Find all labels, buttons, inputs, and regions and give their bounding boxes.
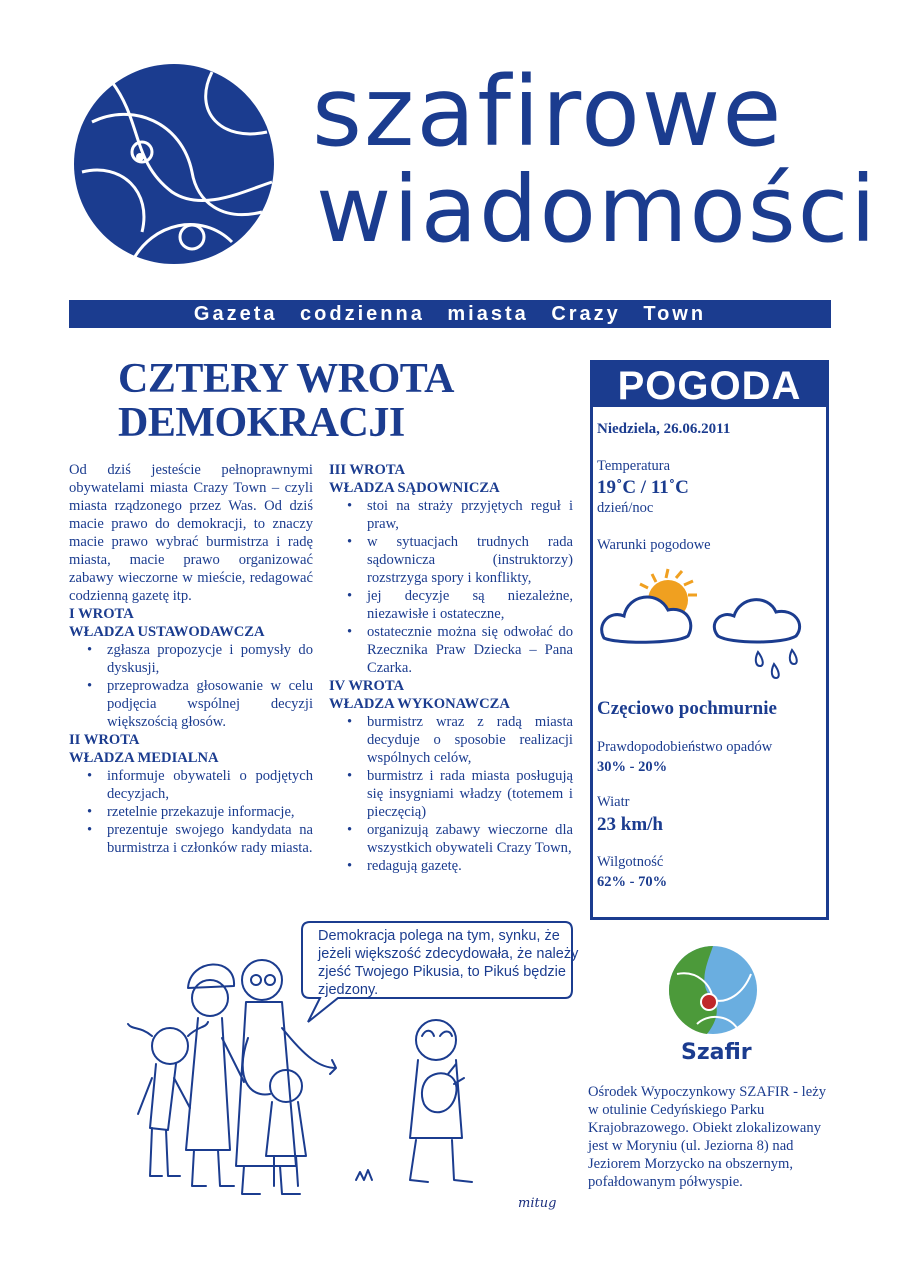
list-item: • ostatecznie można się odwołać do Rzecznika Praw Dziecka – Pana Czarka. [367, 623, 573, 677]
szafir-logo-icon [667, 944, 759, 1036]
szafir-name: Szafir [681, 1040, 752, 1065]
section-list [69, 767, 313, 857]
article-intro: Od dziś jesteście pełnoprawnymi obywatelami miasta Crazy Town – czyli miasta rządzonego przez Was. Od dziś macie prawo do demokracji, to znaczy macie prawo wybrać burmistrza i radę miasta, macie prawo organizować zabawy wieczorne w mieście, redagować codzienną gazetę itp. [69, 462, 313, 604]
headline-line1: CZTERY WROTA [118, 356, 454, 402]
temperature-value: 19˚C / 11˚C [597, 477, 689, 498]
section-name: WŁADZA MEDIALNA [69, 750, 219, 766]
list-item: • przeprowadza głosowanie w celu podjęcia wspólnej decyzji większością głosów. [107, 677, 313, 731]
list-item: • redagują gazetę. [367, 857, 573, 875]
list-item: • jej decyzje są niezależne, niezawisłe i ostateczne, [367, 587, 573, 623]
list-item: • stoi na straży przyjętych reguł i praw, [367, 497, 573, 533]
section-gate: IV WROTA [329, 678, 405, 694]
newspaper-logo-icon [72, 62, 276, 266]
list-item: • rzetelnie przekazuje informacje, [107, 803, 313, 821]
section-list [329, 713, 573, 875]
wind-value: 23 km/h [597, 814, 663, 835]
section-list [69, 641, 313, 731]
article-headline [118, 357, 568, 445]
speech-bubble-text: Demokracja polega na tym, synku, że jeżeli większość zdecydowała, że należy zjeść Twojego Pikusia, to Pikuś będzie zjedzony. [318, 928, 579, 998]
artist-signature: mitug [518, 1196, 557, 1211]
weather-title: POGODA [593, 363, 826, 407]
precipitation-label: Prawdopodobieństwo opadów [597, 739, 773, 755]
masthead-banner: Gazeta codzienna miasta Crazy Town [69, 300, 831, 328]
article-column-middle [329, 461, 573, 875]
headline-line2: DEMOKRACJI [118, 400, 405, 446]
article-column-left [69, 461, 313, 857]
section-name: WŁADZA WYKONAWCZA [329, 696, 510, 712]
list-item: • zgłasza propozycje i pomysły do dyskusji, [107, 641, 313, 677]
masthead-title-line2: wiadomości [316, 156, 878, 263]
list-item: • burmistrz wraz z radą miasta decyduje o sposobie realizacji wspólnych celów, [367, 713, 573, 767]
list-item: • organizują zabawy wieczorne dla wszystkich obywateli Crazy Town, [367, 821, 573, 857]
wind-label: Wiatr [597, 794, 630, 810]
humidity-value: 62% - 70% [597, 874, 668, 890]
partly-cloudy-icon [602, 569, 697, 642]
conditions-label: Warunki pogodowe [597, 537, 711, 553]
list-item: • prezentuje swojego kandydata na burmistrza i członków rady miasta. [107, 821, 313, 857]
section-name: WŁADZA USTAWODAWCZA [69, 624, 265, 640]
section-gate: I WROTA [69, 606, 134, 622]
weather-icons [596, 566, 821, 691]
section-list [329, 497, 573, 677]
humidity-label: Wilgotność [597, 854, 664, 870]
conditions-value: Częciowo pochmurnie [597, 698, 777, 719]
list-item: • w sytuacjach trudnych rada sądownicza (instruktorzy) rozstrzyga spory i konflikty, [367, 533, 573, 587]
weather-date: Niedziela, 26.06.2011 [597, 421, 731, 437]
list-item: • informuje obywateli o podjętych decyzjach, [107, 767, 313, 803]
section-name: WŁADZA SĄDOWNICZA [329, 480, 500, 496]
rain-cloud-icon [714, 600, 799, 678]
temperature-label: Temperatura [597, 458, 671, 474]
szafir-description: Ośrodek Wypoczynkowy SZAFIR - leży w otulinie Cedyńskiego Parku Krajobrazowego. Obiekt zlokalizowany jest w Moryniu (ul. Jeziorna 8) nad Jeziorem Morzycko na obszernym, pofałdowanym półwyspie. [588, 1084, 826, 1190]
section-gate: III WROTA [329, 462, 406, 478]
section-gate: II WROTA [69, 732, 140, 748]
masthead-title-line1: szafirowe [312, 56, 784, 168]
list-item: • burmistrz i rada miasta posługują się insygniami władzy (totemem i pieczęcią) [367, 767, 573, 821]
temperature-note: dzień/noc [597, 500, 654, 516]
precipitation-value: 30% - 20% [597, 759, 668, 775]
